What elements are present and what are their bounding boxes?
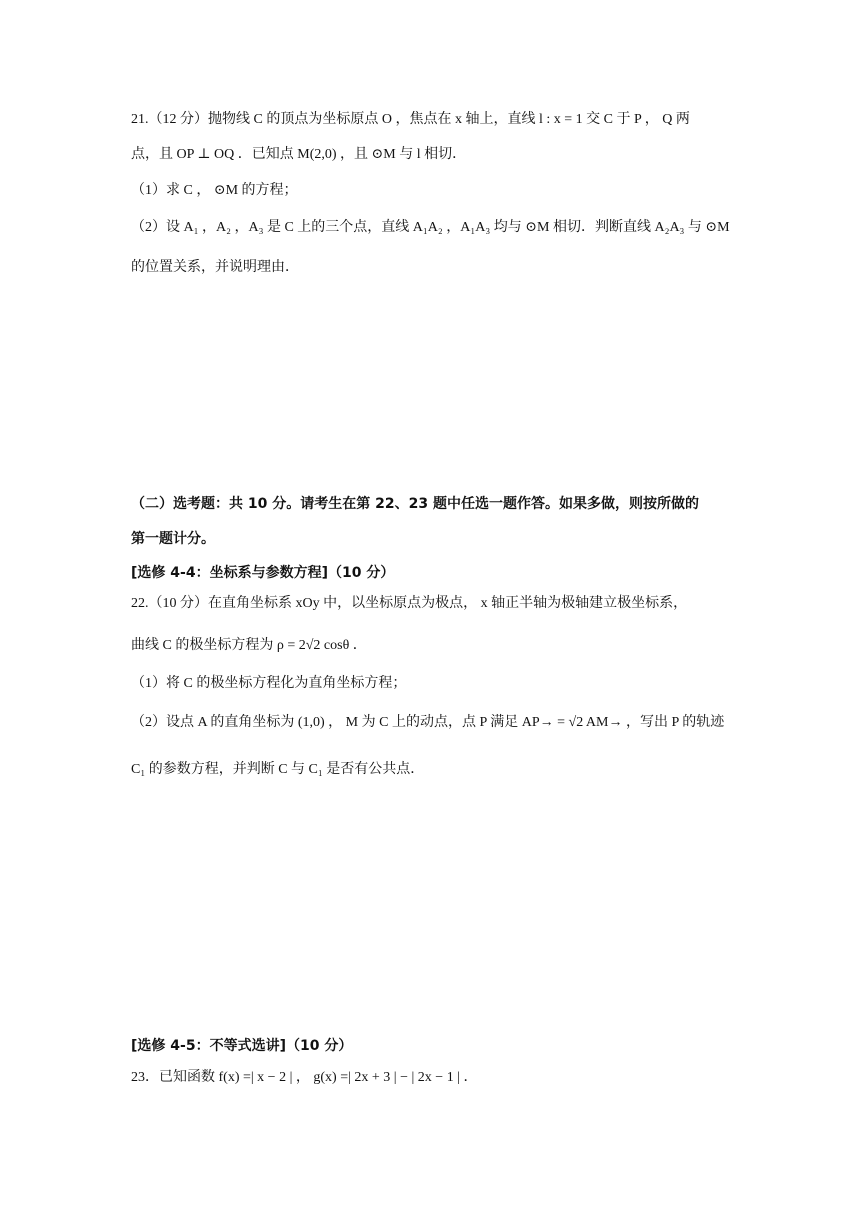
- q22-part-2-line-2: C₁ 的参数方程，并判断 C 与 C₁ 是否有公共点．: [131, 762, 425, 777]
- q22-stem-line-2: 曲线 C 的极坐标方程为 ρ = 2√2 cosθ ．: [131, 638, 367, 653]
- q21-stem-line-2: 点，且 OP ⊥ OQ ．已知点 M(2,0) ，且 ⊙M 与 l 相切．: [131, 147, 467, 162]
- q22-stem-line-1: 22.（10 分）在直角坐标系 xOy 中，以坐标原点为极点， x 轴正半轴为极轴建立极坐标系，: [131, 596, 688, 611]
- q23-stem-line-1: 23．已知函数 f(x) =| x − 2 | ， g(x) =| 2x + 3 | − | 2x − 1 | ．: [131, 1070, 478, 1085]
- q21-stem-line-1: 21.（12 分）抛物线 C 的顶点为坐标原点 O ，焦点在 x 轴上，直线 l : x = 1 交 C 于 P ， Q 两: [131, 112, 690, 127]
- q21-part-2-line-2: 的位置关系，并说明理由．: [131, 260, 299, 275]
- q22-elective-header: [选修 4-4：坐标系与参数方程]（10 分）: [131, 565, 395, 581]
- section-2-heading-line-2: 第一题计分。: [131, 531, 215, 547]
- section-2-heading-line-1: （二）选考题：共 10 分。请考生在第 22、23 题中任选一题作答。如果多做，则按所做的: [131, 496, 699, 512]
- q21-part-2-line-1: （2）设 A₁ ，A₂ ，A₃ 是 C 上的三个点，直线 A₁A₂ ，A₁A₃ 均与 ⊙M 相切．判断直线 A₂A₃ 与 ⊙M: [131, 220, 730, 235]
- q21-part-1: （1）求 C ， ⊙M 的方程；: [131, 183, 298, 198]
- q22-part-1: （1）将 C 的极坐标方程化为直角坐标方程；: [131, 676, 407, 691]
- q23-elective-header: [选修 4-5：不等式选讲]（10 分）: [131, 1038, 353, 1054]
- q22-part-2-line-1: （2）设点 A 的直角坐标为 (1,0) ， M 为 C 上的动点，点 P 满足 AP→ = √2 AM→ ，写出 P 的轨迹: [131, 715, 725, 730]
